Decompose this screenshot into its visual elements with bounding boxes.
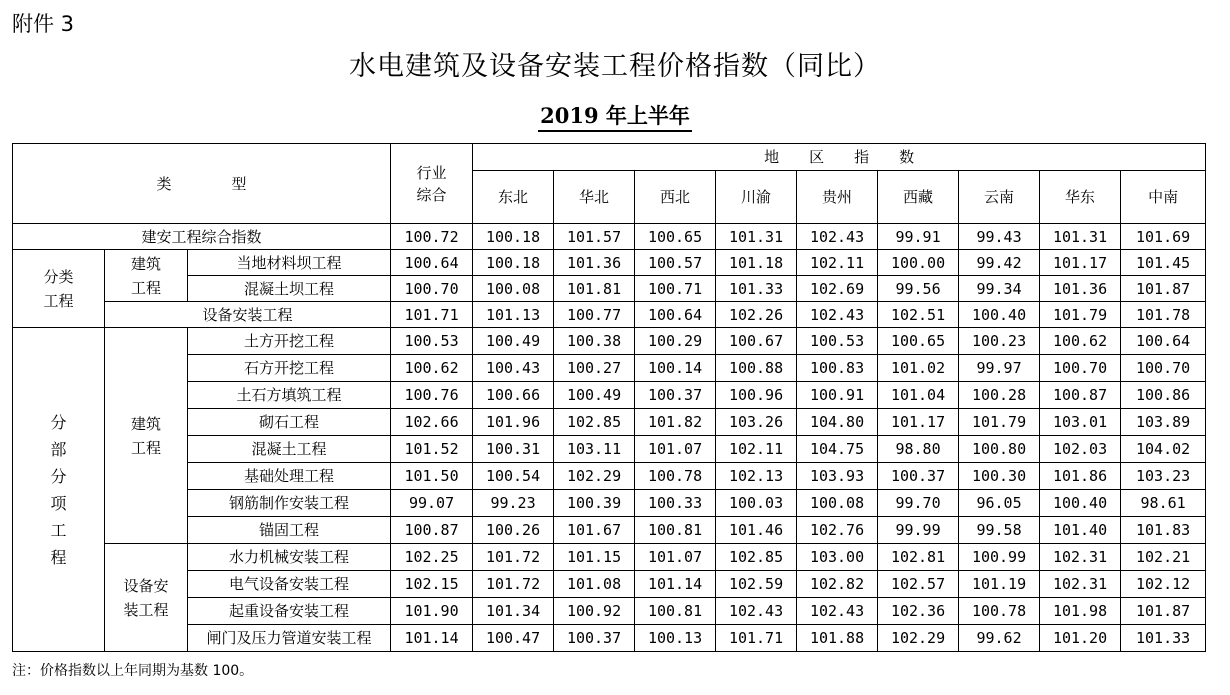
- region-value-cell: 100.08: [797, 490, 878, 517]
- region-value-cell: 101.87: [1121, 276, 1206, 302]
- page-title: 水电建筑及设备安装工程价格指数（同比）: [349, 51, 881, 82]
- region-value-cell: 99.70: [878, 490, 959, 517]
- region-value-cell: 101.86: [1040, 463, 1121, 490]
- region-value-cell: 100.92: [554, 598, 635, 625]
- region-value-cell: 100.81: [635, 517, 716, 544]
- region-value-cell: 100.57: [635, 250, 716, 276]
- region-value-cell: 100.53: [797, 328, 878, 355]
- table-row: [13, 436, 1206, 463]
- region-value-cell: 100.67: [716, 328, 797, 355]
- region-value-cell: 101.57: [554, 224, 635, 250]
- region-value-cell: 102.76: [797, 517, 878, 544]
- region-value-cell: 101.83: [1121, 517, 1206, 544]
- region-value-cell: 100.66: [473, 382, 554, 409]
- region-header-cell: 东北: [473, 171, 554, 224]
- region-value-cell: 100.49: [473, 328, 554, 355]
- region-value-cell: 100.99: [959, 544, 1040, 571]
- row-label: 砌石工程: [188, 409, 391, 436]
- region-value-cell: 100.88: [716, 355, 797, 382]
- region-value-cell: 101.19: [959, 571, 1040, 598]
- region-value-cell: 100.86: [1121, 382, 1206, 409]
- region-header-cell: 华北: [554, 171, 635, 224]
- region-value-cell: 102.43: [797, 302, 878, 328]
- region-value-cell: 100.78: [959, 598, 1040, 625]
- table-row: [13, 250, 1206, 276]
- region-value-cell: 103.93: [797, 463, 878, 490]
- group-label-shebei: 设备安 装工程: [105, 544, 188, 652]
- region-value-cell: 101.45: [1121, 250, 1206, 276]
- region-value-cell: 102.29: [554, 463, 635, 490]
- region-value-cell: 100.30: [959, 463, 1040, 490]
- region-value-cell: 100.14: [635, 355, 716, 382]
- region-value-cell: 103.26: [716, 409, 797, 436]
- region-value-cell: 101.81: [554, 276, 635, 302]
- group-label-jianzhu: 建筑 工程: [105, 250, 188, 302]
- region-value-cell: 104.75: [797, 436, 878, 463]
- row-label: 设备安装工程: [105, 302, 391, 328]
- region-value-cell: 100.64: [635, 302, 716, 328]
- region-header-cell: 西北: [635, 171, 716, 224]
- table-row: [13, 328, 1206, 355]
- region-value-cell: 101.33: [716, 276, 797, 302]
- region-value-cell: 103.01: [1040, 409, 1121, 436]
- region-value-cell: 100.87: [1040, 382, 1121, 409]
- region-value-cell: 103.89: [1121, 409, 1206, 436]
- region-value-cell: 103.00: [797, 544, 878, 571]
- region-value-cell: 102.69: [797, 276, 878, 302]
- region-value-cell: 102.21: [1121, 544, 1206, 571]
- region-value-cell: 101.36: [554, 250, 635, 276]
- region-value-cell: 100.77: [554, 302, 635, 328]
- row-label: 土石方填筑工程: [188, 382, 391, 409]
- footnote: 注：价格指数以上年同期为基数 100。: [12, 663, 254, 679]
- region-value-cell: 101.31: [716, 224, 797, 250]
- row-label: 水力机械安装工程: [188, 544, 391, 571]
- industry-value-cell: 100.53: [391, 328, 473, 355]
- region-value-cell: 98.80: [878, 436, 959, 463]
- region-value-cell: 101.87: [1121, 598, 1206, 625]
- region-value-cell: 102.11: [797, 250, 878, 276]
- region-value-cell: 101.88: [797, 625, 878, 652]
- industry-value-cell: 102.25: [391, 544, 473, 571]
- industry-value-cell: 101.50: [391, 463, 473, 490]
- region-value-cell: 100.33: [635, 490, 716, 517]
- industry-value-cell: 100.70: [391, 276, 473, 302]
- region-header-cell: 西藏: [878, 171, 959, 224]
- region-value-cell: 101.02: [878, 355, 959, 382]
- industry-value-cell: 100.72: [391, 224, 473, 250]
- region-value-cell: 102.03: [1040, 436, 1121, 463]
- region-value-cell: 100.65: [878, 328, 959, 355]
- region-value-cell: 104.80: [797, 409, 878, 436]
- region-value-cell: 100.91: [797, 382, 878, 409]
- region-value-cell: 100.40: [959, 302, 1040, 328]
- region-value-cell: 103.23: [1121, 463, 1206, 490]
- region-value-cell: 99.34: [959, 276, 1040, 302]
- table-row: [13, 224, 1206, 250]
- region-value-cell: 101.20: [1040, 625, 1121, 652]
- table-row: [13, 598, 1206, 625]
- region-value-cell: 101.36: [1040, 276, 1121, 302]
- region-value-cell: 101.72: [473, 571, 554, 598]
- industry-value-cell: 102.15: [391, 571, 473, 598]
- region-header-cell: 贵州: [797, 171, 878, 224]
- row-label: 起重设备安装工程: [188, 598, 391, 625]
- region-value-cell: 100.31: [473, 436, 554, 463]
- table-row: [13, 276, 1206, 302]
- region-value-cell: 101.78: [1121, 302, 1206, 328]
- region-value-cell: 101.96: [473, 409, 554, 436]
- region-value-cell: 100.64: [1121, 328, 1206, 355]
- table-row: [13, 625, 1206, 652]
- table-row: [13, 490, 1206, 517]
- region-value-cell: 102.82: [797, 571, 878, 598]
- region-value-cell: 101.17: [878, 409, 959, 436]
- industry-value-cell: 101.90: [391, 598, 473, 625]
- attachment-label: 附件 3: [12, 12, 75, 36]
- group-label-fenlei: 分类 工程: [13, 250, 105, 328]
- region-value-cell: 100.49: [554, 382, 635, 409]
- region-value-cell: 101.33: [1121, 625, 1206, 652]
- region-value-cell: 102.36: [878, 598, 959, 625]
- region-value-cell: 100.39: [554, 490, 635, 517]
- region-value-cell: 100.37: [635, 382, 716, 409]
- region-value-cell: 102.85: [554, 409, 635, 436]
- region-value-cell: 99.58: [959, 517, 1040, 544]
- row-label: 锚固工程: [188, 517, 391, 544]
- region-value-cell: 99.91: [878, 224, 959, 250]
- industry-value-cell: 100.64: [391, 250, 473, 276]
- region-value-cell: 100.18: [473, 224, 554, 250]
- region-value-cell: 100.70: [1040, 355, 1121, 382]
- region-value-cell: 101.31: [1040, 224, 1121, 250]
- region-value-cell: 99.56: [878, 276, 959, 302]
- region-value-cell: 101.79: [1040, 302, 1121, 328]
- region-value-cell: 101.08: [554, 571, 635, 598]
- table-row: [13, 517, 1206, 544]
- row-label: 当地材料坝工程: [188, 250, 391, 276]
- region-value-cell: 100.40: [1040, 490, 1121, 517]
- region-value-cell: 96.05: [959, 490, 1040, 517]
- region-value-cell: 102.85: [716, 544, 797, 571]
- table-row: [13, 409, 1206, 436]
- region-value-cell: 100.00: [878, 250, 959, 276]
- row-label: 石方开挖工程: [188, 355, 391, 382]
- region-value-cell: 100.23: [959, 328, 1040, 355]
- region-value-cell: 102.43: [716, 598, 797, 625]
- region-value-cell: 101.13: [473, 302, 554, 328]
- region-value-cell: 100.83: [797, 355, 878, 382]
- price-index-table: [12, 143, 1206, 652]
- region-value-cell: 100.03: [716, 490, 797, 517]
- type-header: 类 型: [13, 144, 391, 224]
- region-value-cell: 101.07: [635, 544, 716, 571]
- group-label-fenbu-text: 分 部 分 项 工 程: [50, 412, 67, 567]
- region-value-cell: 100.70: [1121, 355, 1206, 382]
- group-label-jianzhu: 建筑 工程: [105, 328, 188, 544]
- region-value-cell: 100.38: [554, 328, 635, 355]
- region-header-cell: 云南: [959, 171, 1040, 224]
- industry-value-cell: 100.87: [391, 517, 473, 544]
- region-value-cell: 100.78: [635, 463, 716, 490]
- region-value-cell: 101.14: [635, 571, 716, 598]
- table-row: [13, 571, 1206, 598]
- table-row: [13, 302, 1206, 328]
- region-value-cell: 100.96: [716, 382, 797, 409]
- table-row: [13, 382, 1206, 409]
- region-value-cell: 99.97: [959, 355, 1040, 382]
- region-header: 地 区 指 数: [473, 144, 1206, 171]
- row-label: 建安工程综合指数: [13, 224, 391, 250]
- region-value-cell: 102.59: [716, 571, 797, 598]
- region-value-cell: 101.67: [554, 517, 635, 544]
- region-value-cell: 99.42: [959, 250, 1040, 276]
- region-value-cell: 101.34: [473, 598, 554, 625]
- region-value-cell: 100.71: [635, 276, 716, 302]
- region-value-cell: 101.98: [1040, 598, 1121, 625]
- region-value-cell: 102.12: [1121, 571, 1206, 598]
- row-label: 电气设备安装工程: [188, 571, 391, 598]
- region-value-cell: 100.81: [635, 598, 716, 625]
- region-header-cell: 中南: [1121, 171, 1206, 224]
- region-value-cell: 102.43: [797, 598, 878, 625]
- group-label-fenbu: [13, 328, 105, 652]
- region-value-cell: 100.37: [878, 463, 959, 490]
- region-value-cell: 102.81: [878, 544, 959, 571]
- industry-value-cell: 100.76: [391, 382, 473, 409]
- region-value-cell: 101.40: [1040, 517, 1121, 544]
- region-value-cell: 100.29: [635, 328, 716, 355]
- region-value-cell: 102.26: [716, 302, 797, 328]
- region-header-cell: 华东: [1040, 171, 1121, 224]
- region-value-cell: 102.31: [1040, 571, 1121, 598]
- region-value-cell: 103.11: [554, 436, 635, 463]
- region-value-cell: 102.43: [797, 224, 878, 250]
- region-value-cell: 101.07: [635, 436, 716, 463]
- region-header-cell: 川渝: [716, 171, 797, 224]
- region-value-cell: 102.29: [878, 625, 959, 652]
- region-value-cell: 100.26: [473, 517, 554, 544]
- industry-header: 行业 综合: [391, 144, 473, 224]
- region-value-cell: 98.61: [1121, 490, 1206, 517]
- region-value-cell: 100.43: [473, 355, 554, 382]
- region-value-cell: 101.69: [1121, 224, 1206, 250]
- region-value-cell: 101.72: [473, 544, 554, 571]
- region-value-cell: 100.13: [635, 625, 716, 652]
- table-row: [13, 463, 1206, 490]
- region-value-cell: 102.11: [716, 436, 797, 463]
- region-value-cell: 102.13: [716, 463, 797, 490]
- region-value-cell: 104.02: [1121, 436, 1206, 463]
- region-value-cell: 102.57: [878, 571, 959, 598]
- row-label: 基础处理工程: [188, 463, 391, 490]
- row-label: 闸门及压力管道安装工程: [188, 625, 391, 652]
- industry-value-cell: 101.52: [391, 436, 473, 463]
- region-value-cell: 101.17: [1040, 250, 1121, 276]
- region-value-cell: 99.23: [473, 490, 554, 517]
- industry-value-cell: 102.66: [391, 409, 473, 436]
- region-value-cell: 100.62: [1040, 328, 1121, 355]
- region-value-cell: 101.46: [716, 517, 797, 544]
- region-value-cell: 101.04: [878, 382, 959, 409]
- region-value-cell: 100.65: [635, 224, 716, 250]
- region-value-cell: 101.18: [716, 250, 797, 276]
- region-value-cell: 100.27: [554, 355, 635, 382]
- region-value-cell: 99.43: [959, 224, 1040, 250]
- region-value-cell: 102.51: [878, 302, 959, 328]
- region-value-cell: 100.80: [959, 436, 1040, 463]
- region-value-cell: 100.37: [554, 625, 635, 652]
- row-label: 混凝土工程: [188, 436, 391, 463]
- region-value-cell: 100.54: [473, 463, 554, 490]
- region-value-cell: 101.82: [635, 409, 716, 436]
- period-subtitle: [0, 100, 1230, 130]
- region-value-cell: 100.18: [473, 250, 554, 276]
- region-value-cell: 99.62: [959, 625, 1040, 652]
- region-value-cell: 100.47: [473, 625, 554, 652]
- region-value-cell: 100.28: [959, 382, 1040, 409]
- region-value-cell: 101.15: [554, 544, 635, 571]
- table-row: [13, 544, 1206, 571]
- industry-value-cell: 101.71: [391, 302, 473, 328]
- industry-value-cell: 100.62: [391, 355, 473, 382]
- row-label: 土方开挖工程: [188, 328, 391, 355]
- region-value-cell: 102.31: [1040, 544, 1121, 571]
- region-value-cell: 99.99: [878, 517, 959, 544]
- region-value-cell: 100.08: [473, 276, 554, 302]
- industry-value-cell: 99.07: [391, 490, 473, 517]
- row-label: 混凝土坝工程: [188, 276, 391, 302]
- region-value-cell: 101.71: [716, 625, 797, 652]
- region-value-cell: 101.79: [959, 409, 1040, 436]
- period-subtitle-text: 2019 年上半年: [538, 103, 692, 132]
- row-label: 钢筋制作安装工程: [188, 490, 391, 517]
- industry-value-cell: 101.14: [391, 625, 473, 652]
- table-row: [13, 355, 1206, 382]
